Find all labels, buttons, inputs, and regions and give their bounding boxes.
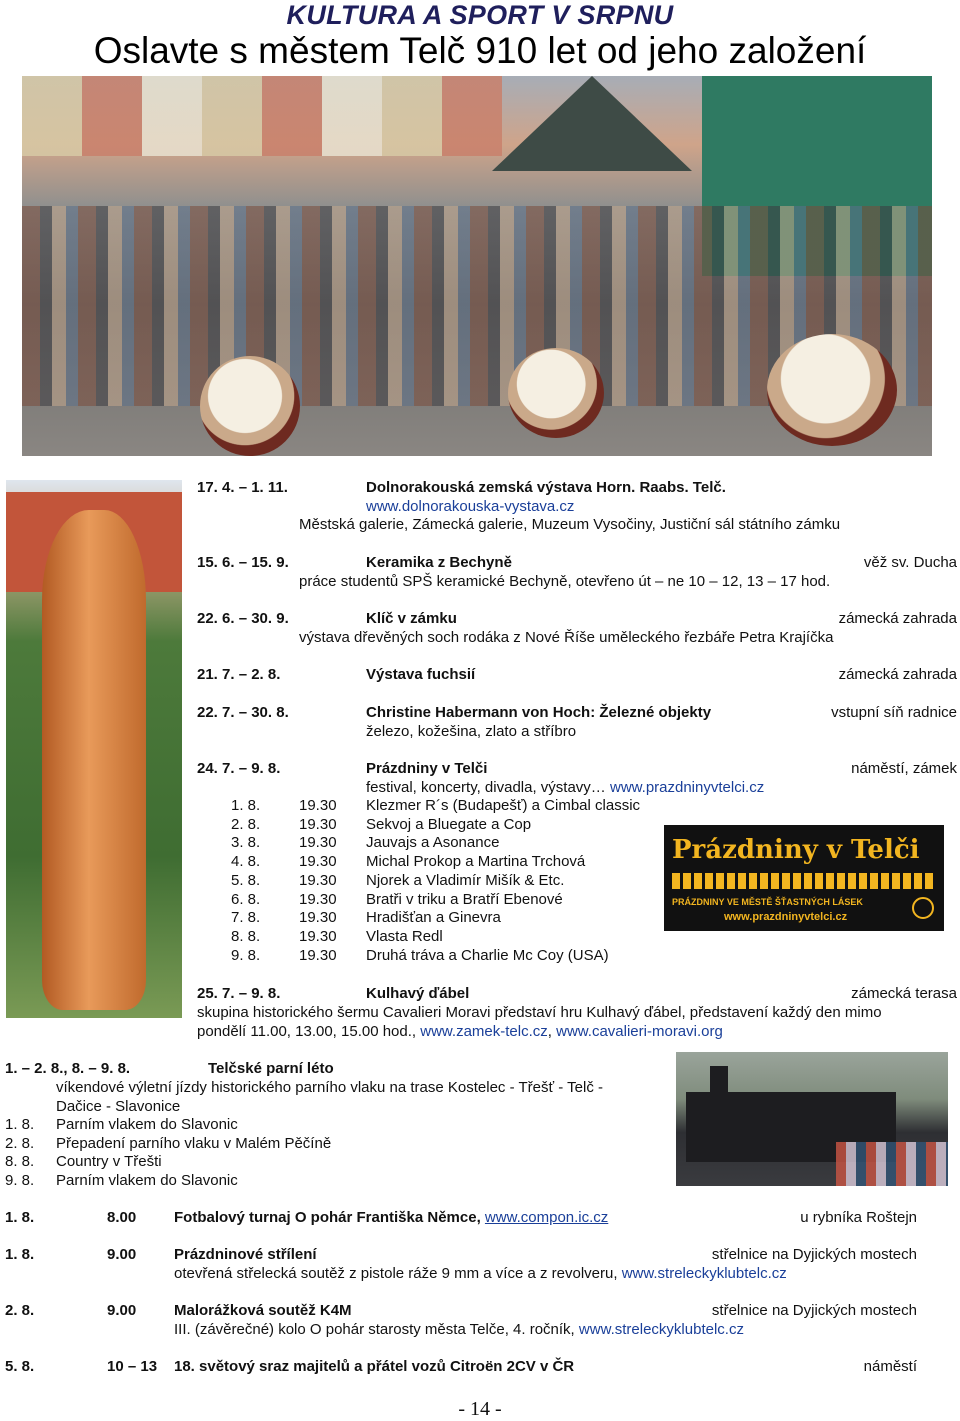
event-description: otevřená střelecká soutěž z pistole ráže 9 mm a více a z revolveru, www.streleckyklubtelc.cz [174, 1265, 787, 1282]
event-date: 22. 7. – 30. 8. [197, 704, 289, 721]
compon-link[interactable]: www.compon.ic.cz [484, 1209, 609, 1226]
program-time: 19.30 [299, 890, 337, 908]
event-time: 9.00 [107, 1246, 137, 1263]
festival-desc: festival, koncerty, divadla, výstavy… [366, 779, 606, 796]
event-date: 15. 6. – 15. 9. [197, 554, 289, 571]
event-description: Městská galerie, Zámecká galerie, Muzeum Vysočiny, Justiční sál státního zámku [299, 516, 841, 533]
section-kicker: KULTURA A SPORT V SRPNU [286, 0, 674, 30]
event-date: 24. 7. – 9. 8. [197, 760, 281, 777]
event-description: pondělí 11.00, 13.00, 15.00 hod., www.zamek-telc.cz, www.cavalieri-moravi.org [197, 1023, 723, 1040]
event-time: 8.00 [107, 1209, 137, 1226]
event-date: 17. 4. – 1. 11. [197, 479, 288, 496]
event-description: výstava dřevěných soch rodáka z Nové Říše uměleckého řezbáře Petra Krajíčka [299, 629, 834, 646]
prazdniny-logo [664, 825, 944, 931]
event-description: víkendové výletní jízdy historického parního vlaku na trase Kostelec - Třešť - Telč - [56, 1079, 603, 1096]
event-date: 2. 8. [5, 1302, 35, 1319]
logo-tagline: PRÁZDNINY VE MĚSTĚ ŠŤASTNÝCH LÁSEK [672, 897, 863, 907]
event-place: zámecká terasa [851, 985, 957, 1002]
program-time: 19.30 [299, 834, 337, 852]
event-time: 10 – 13 [107, 1358, 158, 1375]
event-date: 5. 8. [5, 1358, 35, 1375]
program-day: 6. 8. [231, 890, 261, 908]
festival-link[interactable]: www.prazdninyvtelci.cz [609, 779, 765, 796]
event-place: náměstí, zámek [851, 760, 957, 777]
event-title: Kulhavý ďábel [366, 985, 470, 1002]
event-title: Telčské parní léto [208, 1060, 334, 1077]
event-date: 1. 8. [5, 1246, 35, 1263]
program-act: Njorek a Vladimír Mišík & Etc. [366, 871, 565, 889]
event-title: Výstava fuchsií [366, 666, 476, 683]
event-description: práce studentů SPŠ keramické Bechyně, otevřeno út – ne 10 – 12, 13 – 17 hod. [299, 573, 831, 590]
event-description: Dačice - Slavonice [56, 1098, 181, 1115]
zamek-link[interactable]: www.zamek-telc.cz [420, 1023, 548, 1040]
program-day: 7. 8. [231, 909, 261, 927]
program-time: 19.30 [299, 909, 337, 927]
logo-houses-icon [672, 873, 936, 889]
program-act: Druhá tráva a Charlie Mc Coy (USA) [366, 946, 609, 964]
event-title: Klíč v zámku [366, 610, 457, 627]
trip-day: 2. 8. [5, 1134, 35, 1152]
event-title: Keramika z Bechyně [366, 554, 512, 571]
program-time: 19.30 [299, 927, 337, 945]
trip-text: Přepadení parního vlaku v Malém Pěčíně [56, 1134, 332, 1152]
program-act: Vlasta Redl [366, 927, 443, 945]
program-day: 2. 8. [231, 815, 261, 833]
event-title: Malorážková soutěž K4M [174, 1302, 352, 1319]
program-act: Jauvajs a Asonance [366, 834, 500, 852]
trip-text: Parním vlakem do Slavonic [56, 1172, 238, 1190]
program-time: 19.30 [299, 815, 337, 833]
program-act: Michal Prokop a Martina Trchová [366, 853, 586, 871]
event-description: železo, kožešina, zlato a stříbro [366, 723, 577, 740]
event-description [366, 779, 764, 796]
trip-day: 9. 8. [5, 1172, 35, 1190]
event-date: 22. 6. – 30. 9. [197, 610, 289, 627]
wooden-sculpture-photo [6, 480, 182, 1018]
steam-train-photo [676, 1052, 948, 1186]
event-date: 1. 8. [5, 1209, 35, 1226]
trip-text: Country v Třešti [56, 1153, 162, 1171]
program-time: 19.30 [299, 797, 337, 814]
program-act: Hradišťan a Ginevra [366, 909, 501, 927]
event-title: 18. světový sraz majitelů a přátel vozů Citroën 2CV v ČR [174, 1358, 575, 1375]
event-place: zámecká zahrada [838, 610, 957, 627]
event-title: Prázdniny v Telči [366, 760, 488, 777]
event-title: Prázdninové střílení [174, 1246, 317, 1263]
event-title: Christine Habermann von Hoch: Železné objekty [366, 704, 712, 721]
event-link[interactable]: www.dolnorakouska-vystava.cz [366, 498, 575, 515]
event-place: střelnice na Dyjických mostech [711, 1246, 917, 1263]
program-act: Bratři v triku a Bratří Ebenové [366, 890, 563, 908]
program-act: Sekvoj a Bluegate a Cop [366, 815, 532, 833]
page-number: - 14 - [458, 1398, 502, 1420]
event-description: skupina historického šermu Cavalieri Moravi představí hru Kulhavý ďábel, představení každý den mimo [197, 1004, 882, 1021]
program-time: 19.30 [299, 853, 337, 871]
event-description: III. (závěrečné) kolo O pohár starosty města Telče, 4. ročník, www.streleckyklubtelc.cz [174, 1321, 744, 1338]
event-place: věž sv. Ducha [863, 554, 957, 571]
event-place: náměstí [863, 1358, 917, 1375]
program-time: 19.30 [299, 871, 337, 889]
program-day: 8. 8. [231, 927, 261, 945]
event-title: Dolnorakouská zemská výstava Horn. Raabs. Telč. [366, 479, 726, 496]
event-place: zámecká zahrada [838, 666, 957, 683]
strelecky-link[interactable]: www.streleckyklubtelc.cz [621, 1265, 787, 1282]
trip-text: Parním vlakem do Slavonic [56, 1116, 238, 1133]
event-place: vstupní síň radnice [831, 704, 957, 721]
event-time: 9.00 [107, 1302, 137, 1319]
program-day: 4. 8. [231, 853, 261, 871]
event-date: 25. 7. – 9. 8. [197, 985, 281, 1002]
program-act: Klezmer R´s (Budapešť) a Cimbal classic [366, 797, 641, 814]
cavalieri-link[interactable]: www.cavalieri-moravi.org [556, 1023, 723, 1040]
event-place: střelnice na Dyjických mostech [711, 1302, 917, 1319]
medieval-parade-photo [22, 76, 932, 456]
trip-day: 1. 8. [5, 1116, 35, 1133]
event-date: 1. – 2. 8., 8. – 9. 8. [5, 1060, 131, 1077]
logo-title: Prázdniny v Telči [672, 835, 920, 865]
trip-day: 8. 8. [5, 1153, 35, 1171]
page-headline: Oslavte s městem Telč 910 let od jeho založení [93, 30, 867, 71]
program-day: 3. 8. [231, 834, 261, 852]
program-day: 1. 8. [231, 797, 261, 814]
logo-url: www.prazdninyvtelci.cz [724, 911, 848, 923]
event-date: 21. 7. – 2. 8. [197, 666, 281, 683]
strelecky-link[interactable]: www.streleckyklubtelc.cz [578, 1321, 744, 1338]
event-title: Fotbalový turnaj O pohár Františka Němce, www.compon.ic.cz [174, 1209, 609, 1226]
rose-icon [912, 897, 934, 919]
program-day: 9. 8. [231, 946, 261, 964]
program-day: 5. 8. [231, 871, 261, 889]
program-time: 19.30 [299, 946, 337, 964]
event-place: u rybníka Roštejn [800, 1209, 917, 1226]
